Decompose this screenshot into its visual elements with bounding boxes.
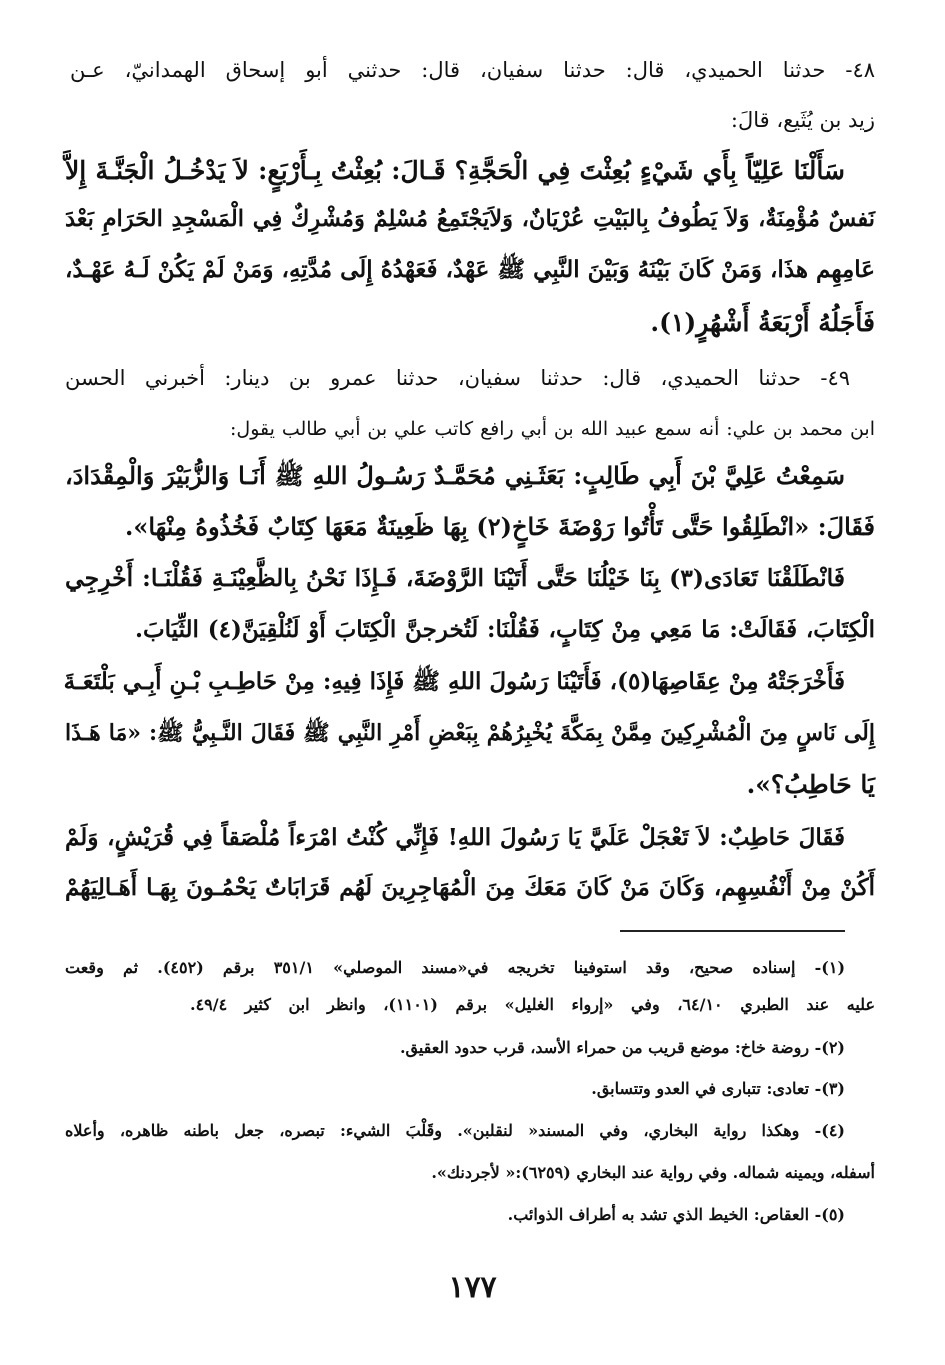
footnote-1-line-2: عليه عند الطبري ٦٤/١٠، وفي «إرواء الغليل» برقم (١١٠١)، وانظر ابن كثير ٤٩/٤.: [190, 995, 876, 1014]
footnote-5: (٥)- العقاص: الخيط الذي تشد به أطراف الذوائب.: [507, 1205, 845, 1224]
hadith-49-matn-line-5: فَأَخْرَجَتْهُ مِنْ عِقَاصِهَا(٥)، فَأَتَيْنَا رَسُولَ اللهِ ﷺ فَإِذَا فِيهِ: مِنْ حَاطِـبِ بْـنِ أَبِـي بَلْتَعَـةَ: [63, 668, 845, 695]
hadith-48-matn-line-3: عَامِهِم هذَا، وَمَنْ كَانَ بَيْنَهُ وَبَيْنَ النَّبِي ﷺ عَهْدٌ، فَعَهْدُهُ إِلَى مُدَّتِهِ، وَمَنْ لَمْ يَكُنْ لَـهُ عَهْـدٌ،: [65, 256, 875, 283]
hadith-49-matn-line-8: فَقَالَ حَاطِبٌ: لاَ تَعْجَلْ عَلَيَّ يَا رَسُولَ اللهِ! فَإِنِّي كُنْتُ امْرَءاً مُلْصَقاً فِي قُرَيْشٍ، وَلَمْ: [65, 824, 845, 851]
hadith-49-matn-line-3: فَانْطَلَقْنَا تَعَادَى(٣) بِنَا خَيْلُنَا حَتَّى أَتَيْنَا الرَّوْضَةَ، فَـإِذَا نَحْنُ بِالظَّعِيْنَـةِ فَقُلْنَـا: أَخْرِجِي: [65, 564, 846, 592]
hadith-49-matn-line-7: يَا حَاطِبُ؟».: [746, 770, 875, 799]
hadith-49-matn-line-4: الْكِتَابَ، فَقَالَتْ: مَا مَعِي مِنْ كِتَابٍ، فَقُلْنَا: لَتُخرجنَّ الْكِتَابَ أَوْ لَنُلْقِيَنَّ(٤) الثِّيَابَ.: [135, 616, 875, 643]
footnote-separator: [620, 930, 845, 932]
hadith-49-matn-line-1: سَمِعْتُ عَلِيَّ بْنَ أَبِي طَالِبٍ: بَعَثَـنِي مُحَمَّـدٌ رَسُـولُ اللهِ ﷺ أَنَـا وَالزُّبَيْرَ وَالْمِقْدَادَ،: [65, 461, 845, 490]
hadith-48-matn-line-2: نَفسٌ مُؤْمِنَةٌ، وَلاَ يَطُوفُ بِالبَيْتِ عُرْيَانٌ، وَلاَيَجْتَمِعُ مُسْلِمٌ وَمُشْرِكٌ فِي الْمَسْجِدِ الحَرَامِ بَعْدَ: [65, 206, 875, 232]
footnote-3: (٣)- تعادى: تتبارى في العدو وتتسابق.: [591, 1079, 845, 1098]
hadith-49-matn-line-2: فَقَالَ: «انْطَلِقُوا حَتَّى تَأْتُوا رَوْضَةَ خَاخٍ(٢) بِهَا ظَعِينَةٌ مَعَهَا كِتَابٌ فَخُذُوهُ مِنْهَا».: [125, 512, 876, 541]
hadith-49-matn-line-6: إِلَى نَاسٍ مِنَ الْمُشْرِكِينَ مِمَّنْ بِمَكَّةَ يُخْبِرُهُمْ بِبَعْضِ أَمْرِ النَّبِي ﷺ فَقَالَ النَّـبِيُّ ﷺ: «مَا هَـذَا: [65, 720, 875, 746]
footnote-4-line-1: (٤)- وهكذا رواية البخاري، وفي المسند« لنقلبن». وقَلْبَ الشيء: تبصره، جعل باطنه ظاهره، وأعلاه: [65, 1121, 845, 1140]
hadith-49-isnad-line-2: ابن محمد بن علي: أنه سمع عبيد الله بن أبي رافع كاتب علي بن أبي طالب يقول:: [230, 418, 875, 440]
hadith-48-isnad-line-2: زيد بن يُثَيع، قالَ:: [730, 108, 875, 132]
hadith-49-isnad-line-1: ٤٩- حدثنا الحميدي، قال: حدثنا سفيان، حدثنا عمرو بن دينار: أخبرني الحسن: [65, 366, 850, 390]
footnote-1-line-1: (١)- إسناده صحيح، وقد استوفينا تخريجه في«مسند الموصلي» ٣٥١/١ برقم (٤٥٢). ثم وقعت: [65, 958, 846, 977]
hadith-48-matn-line-4: فَأَجَلُهُ أَرْبَعَةُ أَشْهُرٍ(١).: [650, 308, 875, 337]
footnote-2: (٢)- روضة خاخ: موضع قريب من حمراء الأسد، قرب حدود العقيق.: [399, 1038, 845, 1057]
hadith-48-isnad-line-1: ٤٨- حدثنا الحميدي، قال: حدثنا سفيان، قال: حدثني أبو إسحاق الهمدانيّ، عـن: [70, 58, 875, 82]
page-number: ١٧٧: [448, 1270, 497, 1305]
hadith-48-matn-line-1: سَأَلْنَا عَلِيّاً بِأَي شَيْءٍ بُعِثْتَ فِي الْحَجَّةِ؟ قَـالَ: بُعِثْتُ بِـأَرْبَعٍ: لاَ يَدْخُـلُ الْجَنَّـةَ إِلاَّ: [65, 156, 845, 185]
hadith-49-matn-line-9: أَكُنْ مِنْ أَنْفُسِهِم، وَكَانَ مَنْ كَانَ مَعَكَ مِنَ الْمُهَاجِرِينَ لَهُم قَرَابَاتٌ يَحْمُـونَ بِهَـا أَهَـالِيَهُمْ: [65, 874, 875, 901]
footnote-4-line-2: أسفله، ويمينه شماله. وفي رواية عند البخاري (٦٢٥٩):« لأجردنك».: [431, 1163, 875, 1182]
